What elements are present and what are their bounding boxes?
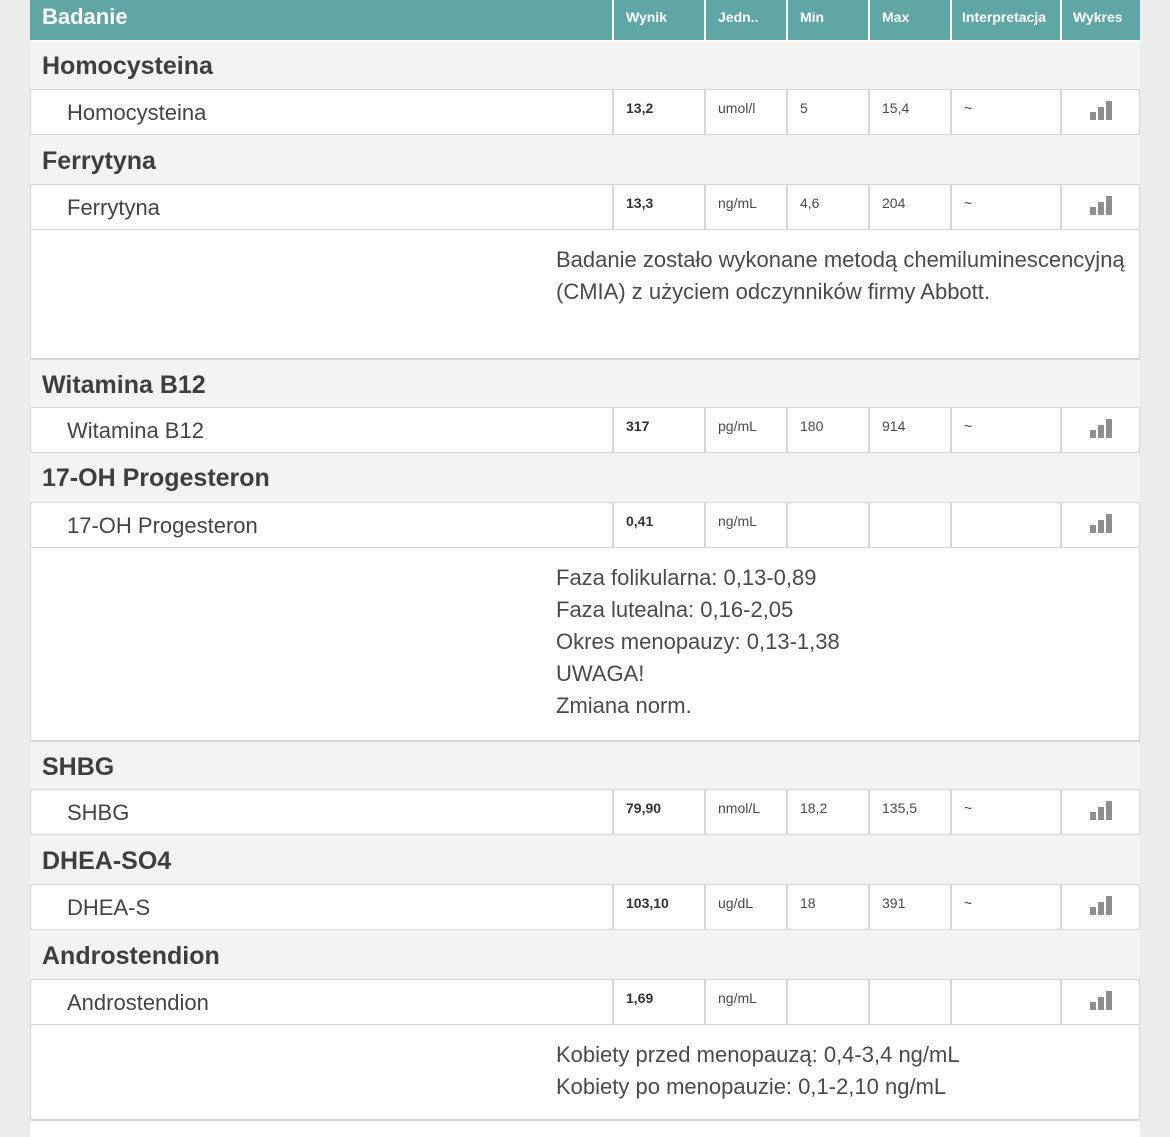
unit-value: ng/mL — [718, 513, 757, 529]
result-value: 1,69 — [626, 990, 654, 1006]
min-value: 5 — [800, 100, 808, 116]
unit-cell — [704, 885, 786, 929]
note-line: Kobiety po menopauzie: 0,1-2,10 ng/mL — [556, 1074, 947, 1099]
section-title: Homocysteina — [42, 52, 213, 80]
unit-cell — [704, 503, 786, 547]
chart-cell[interactable] — [1060, 90, 1140, 134]
min-cell — [786, 885, 868, 929]
max-cell — [868, 185, 950, 229]
min-value: 180 — [800, 418, 824, 434]
table-row[interactable] — [30, 502, 1140, 548]
result-cell — [612, 408, 704, 452]
max-cell — [868, 408, 950, 452]
table-row[interactable] — [30, 789, 1140, 835]
header-jedn — [704, 0, 786, 40]
bar-chart-icon[interactable] — [1090, 98, 1116, 120]
max-value: 914 — [882, 418, 906, 434]
header-wynik — [612, 0, 704, 40]
unit-value: ng/mL — [718, 195, 757, 211]
min-value: 18 — [800, 895, 816, 911]
bar-chart-icon[interactable] — [1090, 988, 1116, 1010]
section-title: Ferrytyna — [42, 147, 156, 175]
test-name: DHEA-S — [67, 895, 151, 920]
bar-chart-icon[interactable] — [1090, 893, 1116, 915]
chart-cell[interactable] — [1060, 790, 1140, 834]
unit-cell — [704, 90, 786, 134]
min-cell — [786, 980, 868, 1024]
header-wykres — [1060, 0, 1140, 40]
table-row[interactable] — [30, 979, 1140, 1025]
table-header — [30, 0, 1140, 40]
interpretation-value: ~ — [964, 100, 973, 116]
result-value: 0,41 — [626, 513, 654, 529]
header-interpretacja — [950, 0, 1060, 40]
max-cell — [868, 980, 950, 1024]
min-cell — [786, 503, 868, 547]
max-value: 15,4 — [882, 100, 910, 116]
header-interpretacja-label: Interpretacja — [962, 9, 1047, 25]
result-value: 317 — [626, 418, 650, 434]
result-value: 13,2 — [626, 100, 654, 116]
unit-value: nmol/L — [718, 800, 761, 816]
header-min — [786, 0, 868, 40]
bar-chart-icon[interactable] — [1090, 193, 1116, 215]
note-line: Faza lutealna: 0,16-2,05 — [556, 597, 794, 622]
interpretation-value: ~ — [964, 195, 973, 211]
section-header — [30, 360, 1140, 408]
max-cell — [868, 90, 950, 134]
result-cell — [612, 185, 704, 229]
note-line: Zmiana norm. — [556, 693, 692, 718]
table-row[interactable] — [30, 89, 1140, 135]
result-cell — [612, 90, 704, 134]
interpretation-value: ~ — [964, 895, 973, 911]
results-panel — [30, 0, 1140, 1137]
max-value: 135,5 — [882, 800, 918, 816]
note-line: Faza folikularna: 0,13-0,89 — [556, 565, 817, 590]
bar-chart-icon[interactable] — [1090, 798, 1116, 820]
min-value: 18,2 — [800, 800, 828, 816]
unit-value: pg/mL — [718, 418, 757, 434]
section-header — [30, 835, 1140, 885]
interpretation-cell — [950, 503, 1060, 547]
result-cell — [612, 885, 704, 929]
chart-cell[interactable] — [1060, 408, 1140, 452]
section-title: Androstendion — [42, 942, 220, 970]
unit-cell — [704, 185, 786, 229]
section-header — [30, 42, 1140, 90]
section-header — [30, 742, 1140, 790]
section-title: 17-OH Progesteron — [42, 464, 270, 492]
table-row[interactable] — [30, 884, 1140, 930]
note-text — [556, 1039, 1126, 1103]
interpretation-cell — [950, 408, 1060, 452]
header-badanie-label: Badanie — [42, 4, 128, 29]
note-text — [556, 244, 1126, 308]
header-wykres-label: Wykres — [1073, 9, 1123, 25]
header-wynik-label: Wynik — [626, 9, 667, 25]
header-jedn-label: Jedn.. — [718, 9, 759, 25]
unit-cell — [704, 980, 786, 1024]
note-line: UWAGA! — [556, 661, 645, 686]
unit-value: umol/l — [718, 100, 756, 116]
note-line: Badanie zostało wykonane metodą chemiluminescencyjną (CMIA) z użyciem odczynników firmy Abbott. — [556, 247, 1125, 304]
result-value: 13,3 — [626, 195, 654, 211]
test-name: Homocysteina — [67, 100, 207, 125]
section-title: SHBG — [42, 753, 115, 781]
header-max-label: Max — [882, 9, 910, 25]
test-note — [30, 1025, 1140, 1121]
section-header — [30, 930, 1140, 980]
unit-cell — [704, 408, 786, 452]
interpretation-cell — [950, 790, 1060, 834]
result-cell — [612, 790, 704, 834]
section-header — [30, 135, 1140, 185]
max-cell — [868, 790, 950, 834]
header-badanie — [30, 0, 612, 40]
note-line: Kobiety przed menopauzą: 0,4-3,4 ng/mL — [556, 1042, 960, 1067]
note-text — [556, 562, 1126, 722]
interpretation-cell — [950, 885, 1060, 929]
max-value: 391 — [882, 895, 906, 911]
header-max — [868, 0, 950, 40]
chart-cell[interactable] — [1060, 980, 1140, 1024]
bar-chart-icon[interactable] — [1090, 416, 1116, 438]
interpretation-cell — [950, 185, 1060, 229]
max-cell — [868, 503, 950, 547]
interpretation-cell — [950, 980, 1060, 1024]
interpretation-value: ~ — [964, 418, 973, 434]
min-cell — [786, 90, 868, 134]
result-cell — [612, 980, 704, 1024]
test-name: SHBG — [67, 800, 130, 825]
chart-cell[interactable] — [1060, 503, 1140, 547]
interpretation-cell — [950, 90, 1060, 134]
min-value: 4,6 — [800, 195, 820, 211]
test-name: 17-OH Progesteron — [67, 513, 258, 538]
chart-cell[interactable] — [1060, 185, 1140, 229]
unit-cell — [704, 790, 786, 834]
section-header — [30, 453, 1140, 503]
test-note — [30, 230, 1140, 360]
result-value: 103,10 — [626, 895, 669, 911]
test-name: Ferrytyna — [67, 195, 160, 220]
note-line: Okres menopauzy: 0,13-1,38 — [556, 629, 840, 654]
table-row[interactable] — [30, 407, 1140, 453]
header-min-label: Min — [800, 9, 825, 25]
section-title: DHEA-SO4 — [42, 847, 172, 875]
section-title: Witamina B12 — [42, 371, 206, 399]
min-cell — [786, 185, 868, 229]
test-name: Witamina B12 — [67, 418, 204, 443]
test-name: Androstendion — [67, 990, 209, 1015]
result-value: 79,90 — [626, 800, 662, 816]
unit-value: ug/dL — [718, 895, 754, 911]
test-note — [30, 548, 1140, 742]
max-value: 204 — [882, 195, 906, 211]
min-cell — [786, 408, 868, 452]
table-row[interactable] — [30, 184, 1140, 230]
unit-value: ng/mL — [718, 990, 757, 1006]
chart-cell[interactable] — [1060, 885, 1140, 929]
result-cell — [612, 503, 704, 547]
bar-chart-icon[interactable] — [1090, 511, 1116, 533]
min-cell — [786, 790, 868, 834]
max-cell — [868, 885, 950, 929]
interpretation-value: ~ — [964, 800, 973, 816]
